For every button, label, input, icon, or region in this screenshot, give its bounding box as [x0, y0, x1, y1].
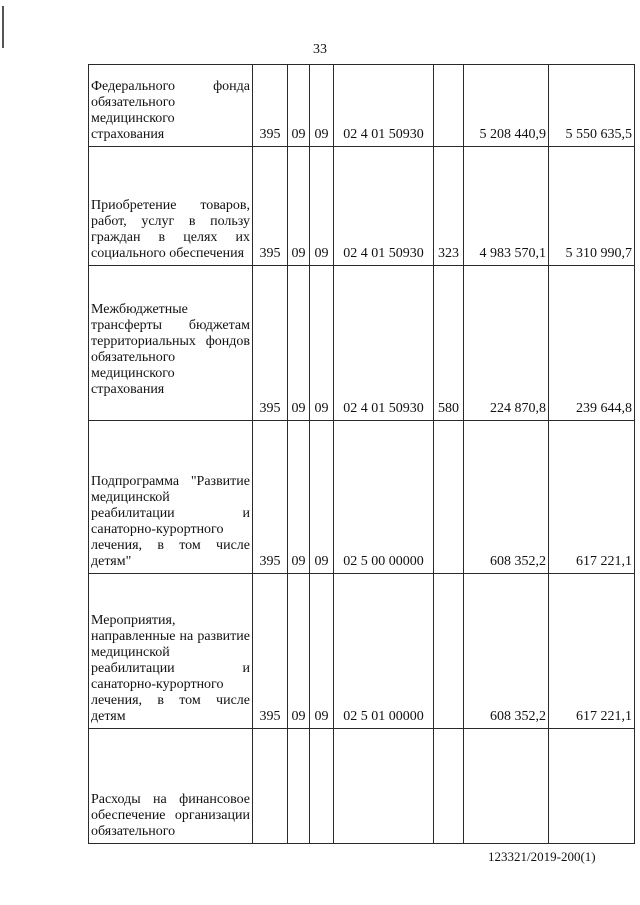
table-row	[89, 729, 635, 844]
admin-code	[253, 729, 288, 844]
row-name: Мероприятия, направленные на развитие медицинской реабилитации и санаторно-курортного лечения, в том числе детям	[89, 574, 253, 729]
row-name: Расходы на финансовое обеспечение организации обязательного	[89, 729, 253, 844]
table-row	[89, 266, 635, 421]
target-code: 02 5 01 00000	[334, 574, 434, 729]
expense-code	[434, 421, 464, 574]
amount-year-1: 608 352,2	[464, 574, 549, 729]
page-number: 33	[313, 42, 327, 57]
table-row	[89, 147, 635, 266]
row-name: Подпрограмма "Развитие медицинской реабилитации и санаторно-курортного лечения, в том числе детям"	[89, 421, 253, 574]
expense-code: 323	[434, 147, 464, 266]
section-code: 09	[288, 147, 310, 266]
table-row	[89, 574, 635, 729]
document-number: 123321/2019-200(1)	[488, 849, 596, 864]
subsection-code: 09	[310, 65, 334, 147]
amount-year-2: 617 221,1	[549, 421, 635, 574]
expense-code: 580	[434, 266, 464, 421]
amount-year-2	[549, 729, 635, 844]
admin-code: 395	[253, 147, 288, 266]
target-code: 02 4 01 50930	[334, 266, 434, 421]
budget-table	[88, 64, 635, 844]
amount-year-2: 617 221,1	[549, 574, 635, 729]
subsection-code	[310, 729, 334, 844]
amount-year-2: 5 550 635,5	[549, 65, 635, 147]
row-name: Межбюджетные трансферты бюджетам территориальных фондов обязательного медицинского страхования	[89, 266, 253, 421]
amount-year-1: 608 352,2	[464, 421, 549, 574]
target-code: 02 4 01 50930	[334, 147, 434, 266]
amount-year-1: 4 983 570,1	[464, 147, 549, 266]
admin-code: 395	[253, 65, 288, 147]
subsection-code: 09	[310, 421, 334, 574]
expense-code	[434, 65, 464, 147]
admin-code: 395	[253, 266, 288, 421]
expense-code	[434, 729, 464, 844]
admin-code: 395	[253, 574, 288, 729]
subsection-code: 09	[310, 147, 334, 266]
target-code: 02 5 00 00000	[334, 421, 434, 574]
amount-year-1: 224 870,8	[464, 266, 549, 421]
amount-year-2: 5 310 990,7	[549, 147, 635, 266]
row-name: Федерального фонда обязательного медицинского страхования	[89, 65, 253, 147]
section-code: 09	[288, 65, 310, 147]
section-code: 09	[288, 574, 310, 729]
section-code: 09	[288, 266, 310, 421]
table-row	[89, 65, 635, 147]
expense-code	[434, 574, 464, 729]
amount-year-1: 5 208 440,9	[464, 65, 549, 147]
section-code: 09	[288, 421, 310, 574]
target-code	[334, 729, 434, 844]
amount-year-2: 239 644,8	[549, 266, 635, 421]
table-row	[89, 421, 635, 574]
subsection-code: 09	[310, 574, 334, 729]
admin-code: 395	[253, 421, 288, 574]
amount-year-1	[464, 729, 549, 844]
target-code: 02 4 01 50930	[334, 65, 434, 147]
row-name: Приобретение товаров, работ, услуг в пользу граждан в целях их социального обеспечения	[89, 147, 253, 266]
section-code	[288, 729, 310, 844]
subsection-code: 09	[310, 266, 334, 421]
